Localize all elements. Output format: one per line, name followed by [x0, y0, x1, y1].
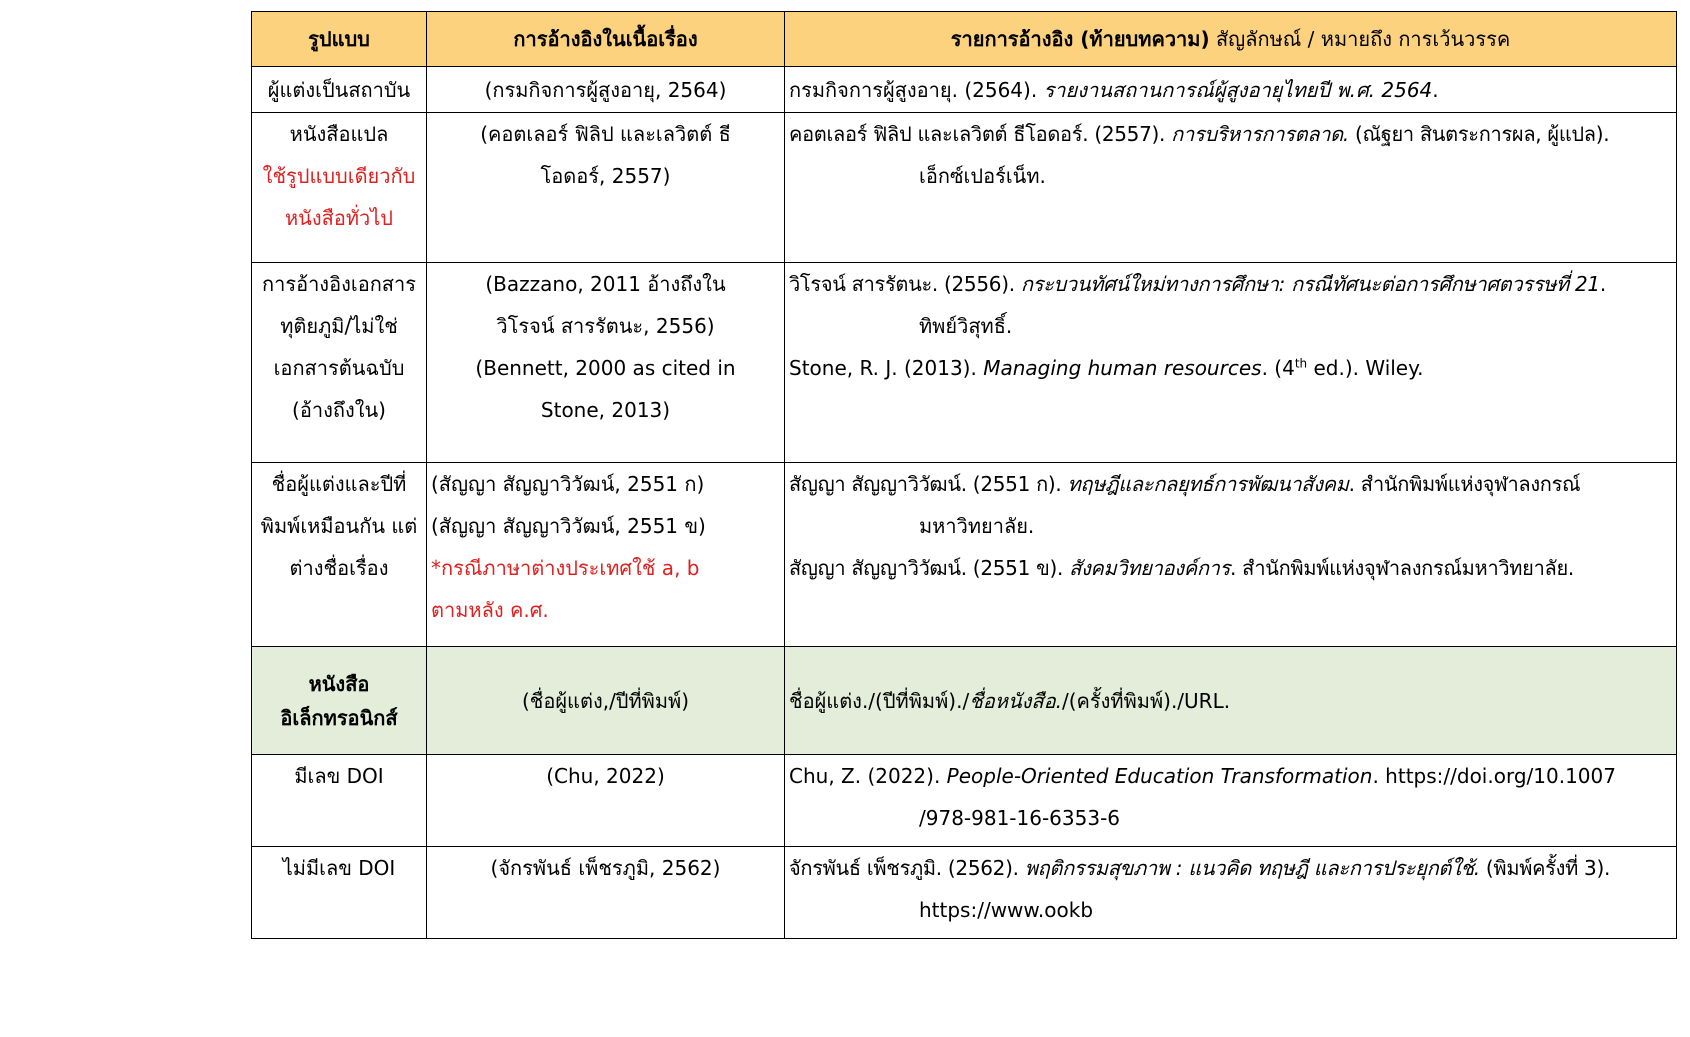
- format-text: อิเล็กทรอนิกส์: [280, 705, 398, 730]
- citation-text: วิโรจน์ สารรัตนะ, 2556): [496, 314, 715, 338]
- reference-author-year: สัญญา สัญญาวิวัฒน์. (2551 ก).: [789, 472, 1068, 496]
- reference-tail: . (4: [1261, 356, 1295, 380]
- header-reference-list-note: สัญลักษณ์ / หมายถึง การเว้นวรรค: [1209, 27, 1511, 51]
- reference-author-year: ชื่อผู้แต่ง./(ปีที่พิมพ์)./: [789, 688, 970, 713]
- citation-text: (จักรพันธ์ เพ็ชรภูมิ, 2562): [490, 856, 721, 880]
- citation-cell: [427, 113, 785, 263]
- reference-title: กระบวนทัศน์ใหม่ทางการศึกษา: กรณีทัศนะต่อการศึกษาศตวรรษที่ 21: [1020, 272, 1600, 296]
- format-text: มีเลข DOI: [294, 764, 384, 788]
- citation-cell: [427, 755, 785, 847]
- reference-author-year: วิโรจน์ สารรัตนะ. (2556).: [789, 272, 1021, 296]
- reference-entry: [789, 847, 1672, 889]
- citation-text: (Chu, 2022): [546, 764, 665, 788]
- format-cell: [252, 647, 427, 755]
- table-row: [252, 463, 1677, 647]
- reference-cell: [785, 113, 1677, 263]
- reference-author-year: Stone, R. J. (2013).: [789, 356, 984, 380]
- reference-author-year: สัญญา สัญญาวิวัฒน์. (2551 ข).: [789, 556, 1070, 580]
- reference-tail: . สำนักพิมพ์แห่งจุฬาลงกรณ์มหาวิทยาลัย.: [1230, 556, 1574, 580]
- reference-title: Managing human resources: [983, 356, 1262, 380]
- format-note-red: หนังสือทั่วไป: [284, 206, 393, 230]
- reference-cell: [785, 755, 1677, 847]
- reference-entry: [789, 69, 1672, 111]
- citation-text: (สัญญา สัญญาวิวัฒน์, 2551 ข): [431, 514, 706, 538]
- reference-cell: [785, 263, 1677, 463]
- reference-tail: .: [1599, 272, 1606, 296]
- reference-cell: [785, 847, 1677, 939]
- citation-text: (Bennett, 2000 as cited in: [475, 356, 736, 380]
- format-text: พิมพ์เหมือนกัน แต่: [260, 514, 418, 538]
- format-note-red: ใช้รูปแบบเดียวกับ: [262, 164, 416, 188]
- citation-cell: [427, 263, 785, 463]
- format-text: ชื่อผู้แต่งและปีที่: [271, 472, 407, 496]
- format-text: (อ้างถึงใน): [292, 398, 386, 422]
- reference-title: ชื่อหนังสือ.: [969, 688, 1062, 713]
- format-text: ผู้แต่งเป็นสถาบัน: [267, 77, 411, 102]
- reference-cell: [785, 463, 1677, 647]
- reference-tail: ed.). Wiley.: [1307, 356, 1424, 380]
- citation-note-red: *กรณีภาษาต่างประเทศใช้ a, b: [431, 556, 700, 580]
- format-text: ต่างชื่อเรื่อง: [289, 556, 389, 580]
- citation-text: (กรมกิจการผู้สูงอายุ, 2564): [484, 77, 727, 102]
- header-row: [252, 12, 1677, 67]
- table-row: [252, 755, 1677, 847]
- reference-title: การบริหารการตลาด.: [1171, 122, 1349, 146]
- format-cell: [252, 755, 427, 847]
- reference-tail: (ณัฐยา สินตระการผล, ผู้แปล).: [1348, 122, 1610, 146]
- format-cell: [252, 263, 427, 463]
- header-in-text-citation: การอ้างอิงในเนื้อเรื่อง: [427, 12, 785, 67]
- citation-note-red: ตามหลัง ค.ศ.: [431, 598, 549, 622]
- reference-author-year: คอตเลอร์ ฟิลิป และเลวิตต์ ธีโอดอร์. (2557).: [789, 122, 1172, 146]
- citation-text: (Bazzano, 2011 อ้างถึงใน: [485, 272, 726, 296]
- reference-entry: [789, 113, 1672, 155]
- reference-entry: [789, 547, 1672, 589]
- table-row-ebook: [252, 647, 1677, 755]
- citation-cell: [427, 847, 785, 939]
- format-cell: [252, 463, 427, 647]
- reference-continuation: https://www.ookb: [919, 898, 1094, 922]
- format-text: ทุติยภูมิ/ไม่ใช่: [280, 314, 398, 338]
- citation-text: (ชื่อผู้แต่ง,/ปีที่พิมพ์): [521, 688, 690, 713]
- reference-author-year: จักรพันธ์ เพ็ชรภูมิ. (2562).: [789, 856, 1025, 880]
- reference-tail: /(ครั้งที่พิมพ์)./URL.: [1061, 688, 1231, 713]
- reference-entry: [789, 463, 1672, 505]
- header-reference-list: [785, 12, 1677, 67]
- citation-cell: [427, 67, 785, 113]
- reference-continuation: มหาวิทยาลัย.: [919, 514, 1035, 538]
- reference-tail: .: [1432, 77, 1439, 102]
- table-row: [252, 263, 1677, 463]
- format-cell: [252, 67, 427, 113]
- reference-entry: [789, 680, 1672, 722]
- format-text: ไม่มีเลข DOI: [282, 856, 396, 880]
- format-text: หนังสือแปล: [289, 122, 389, 146]
- citation-text: Stone, 2013): [540, 398, 671, 422]
- reference-cell: [785, 67, 1677, 113]
- header-reference-list-bold: รายการอ้างอิง (ท้ายบทความ): [950, 27, 1210, 51]
- reference-tail: (พิมพ์ครั้งที่ 3).: [1479, 856, 1610, 880]
- reference-continuation: เอ็กซ์เปอร์เน็ท.: [919, 164, 1046, 188]
- reference-format-table: [251, 11, 1677, 939]
- citation-text: (คอตเลอร์ ฟิลิป และเลวิตต์ ธี: [480, 122, 731, 146]
- format-text: การอ้างอิงเอกสาร: [261, 272, 416, 296]
- reference-title: People-Oriented Education Transformation: [946, 764, 1373, 788]
- reference-entry: [789, 263, 1672, 305]
- reference-title: ทฤษฎีและกลยุทธ์การพัฒนาสังคม: [1067, 472, 1349, 496]
- reference-title: รายงานสถานการณ์ผู้สูงอายุไทยปี พ.ศ. 2564: [1043, 77, 1433, 102]
- reference-cell: [785, 647, 1677, 755]
- reference-title: พฤติกรรมสุขภาพ : แนวคิด ทฤษฎี และการประยุกต์ใช้.: [1024, 856, 1480, 880]
- reference-continuation: /978-981-16-6353-6: [919, 806, 1121, 830]
- citation-cell: [427, 463, 785, 647]
- reference-entry: [789, 347, 1672, 389]
- reference-tail: . https://doi.org/10.1007: [1372, 764, 1616, 788]
- reference-continuation: ทิพย์วิสุทธิ์.: [919, 314, 1013, 338]
- reference-author-year: กรมกิจการผู้สูงอายุ. (2564).: [789, 77, 1044, 102]
- citation-cell: [427, 647, 785, 755]
- reference-title: สังคมวิทยาองค์การ: [1069, 556, 1230, 580]
- table-row: [252, 113, 1677, 263]
- format-text: เอกสารต้นฉบับ: [273, 356, 405, 380]
- format-cell: [252, 847, 427, 939]
- reference-entry: [789, 755, 1672, 797]
- format-text: หนังสือ: [308, 671, 370, 696]
- reference-author-year: Chu, Z. (2022).: [789, 764, 947, 788]
- format-cell: [252, 113, 427, 263]
- reference-tail: . สำนักพิมพ์แห่งจุฬาลงกรณ์: [1348, 472, 1581, 496]
- table-row: [252, 67, 1677, 113]
- citation-text: (สัญญา สัญญาวิวัฒน์, 2551 ก): [431, 472, 705, 496]
- citation-text: โอดอร์, 2557): [540, 164, 671, 188]
- reference-superscript: th: [1294, 356, 1308, 371]
- header-format: รูปแบบ: [252, 12, 427, 67]
- table-row: [252, 847, 1677, 939]
